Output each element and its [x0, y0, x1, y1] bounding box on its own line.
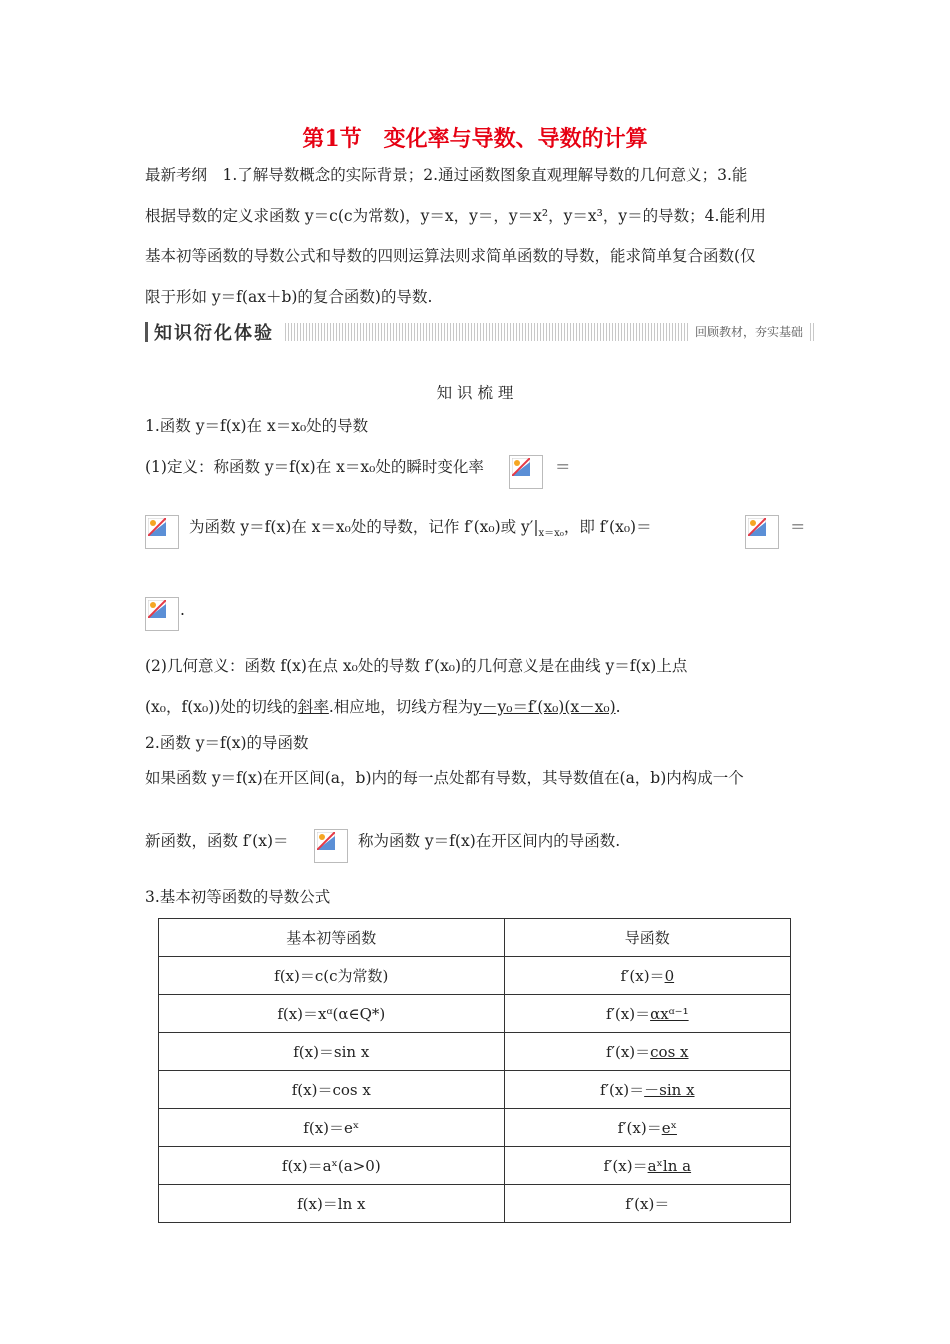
- s1-geometric-line1: (2)几何意义：函数 f(x)在点 x₀处的导数 f′(x₀)的几何意义是在曲线 y＝f(x)上点: [145, 657, 688, 675]
- table-header: 基本初等函数: [159, 919, 505, 957]
- section-heading: 知 识 梳 理: [436, 384, 514, 402]
- s2-heading: 2.函数 y＝f(x)的导函数: [145, 734, 309, 752]
- derivative-answer: －sin x: [644, 1081, 695, 1099]
- derivative-prefix: f′(x)＝: [625, 1195, 670, 1213]
- banner-title: 知识衍化体验: [154, 323, 274, 344]
- image-icon: [512, 458, 530, 476]
- derivative-answer: 0: [664, 967, 675, 985]
- image-icon: [148, 518, 166, 536]
- derivative-prefix: f′(x)＝: [605, 1005, 651, 1023]
- table-cell-derivative: [504, 1033, 790, 1071]
- s1-geo-text-b: .相应地，切线方程为: [328, 698, 474, 716]
- s1-eq1: ＝: [555, 458, 571, 476]
- syllabus-line-1: 最新考纲 1.了解导数概念的实际背景；2.通过函数图象直观理解导数的几何意义；3.能: [145, 166, 748, 184]
- syllabus-line-4: 限于形如 y＝f(ax＋b)的复合函数)的导数.: [145, 288, 433, 306]
- s1-period: .: [180, 601, 185, 619]
- derivative-answer: αxᵅ⁻¹: [650, 1005, 689, 1023]
- table-cell-function: f(x)＝xᵅ(α∈Q*): [159, 995, 505, 1033]
- derivative-prefix: f′(x)＝: [600, 1081, 645, 1099]
- banner-subtitle: 回顾教材，夯实基础: [689, 323, 809, 341]
- s2-line1: 如果函数 y＝f(x)在开区间(a，b)内的每一点处都有导数，其导数值在(a，b)内构成一个: [145, 769, 744, 787]
- s2-line2b: 称为函数 y＝f(x)在开区间内的导函数.: [358, 832, 621, 850]
- table-cell-derivative: [504, 1071, 790, 1109]
- table-cell-derivative: [504, 957, 790, 995]
- table-header-row: [159, 919, 791, 957]
- formula-image-placeholder: [745, 515, 779, 549]
- derivative-answer: eˣ: [661, 1119, 677, 1137]
- s1-definition-line2: [189, 517, 652, 544]
- derivative-answer: cos x: [650, 1043, 689, 1061]
- derivative-answer: aˣln a: [647, 1157, 692, 1175]
- s1-geo-end: .: [615, 698, 621, 716]
- table-row: [159, 957, 791, 995]
- answer-tangent-eq: y－y₀＝f′(x₀)(x－x₀): [473, 698, 616, 716]
- table-row: [159, 1147, 791, 1185]
- table-cell-function: f(x)＝c(c为常数): [159, 957, 505, 995]
- formula-image-placeholder: [509, 455, 543, 489]
- table-cell-derivative: [504, 995, 790, 1033]
- derivative-prefix: f′(x)＝: [606, 1043, 651, 1061]
- s1-eq2: ＝: [790, 518, 806, 536]
- s1-heading: 1.函数 y＝f(x)在 x＝x₀处的导数: [145, 417, 369, 435]
- image-icon: [317, 832, 335, 850]
- syllabus-line-2: 根据导数的定义求函数 y＝c(c为常数)，y＝x，y＝，y＝x²，y＝x³，y＝的导数；4.能利用: [145, 207, 766, 225]
- table-row: [159, 1071, 791, 1109]
- table-row: [159, 995, 791, 1033]
- s1-def-text-b: ，即 f′(x₀)＝: [563, 518, 652, 536]
- s1-geo-text: (x₀，f(x₀))处的切线的: [145, 698, 298, 716]
- s1-geometric-line2: [145, 697, 621, 717]
- table-cell-function: f(x)＝cos x: [159, 1071, 505, 1109]
- table-cell-derivative: [504, 1109, 790, 1147]
- s1-def-sub: x＝x₀: [538, 528, 564, 540]
- derivative-prefix: f′(x)＝: [617, 1119, 662, 1137]
- answer-slope: 斜率: [297, 698, 329, 716]
- formula-image-placeholder: [314, 829, 348, 863]
- table-cell-derivative: [504, 1185, 790, 1223]
- section-banner: [145, 320, 815, 344]
- syllabus-line-3: 基本初等函数的导数公式和导数的四则运算法则求简单函数的导数，能求简单复合函数(仅: [145, 247, 756, 265]
- formula-image-placeholder: [145, 597, 179, 631]
- s2-line2a: 新函数，函数 f′(x)＝: [145, 832, 289, 850]
- table-row: [159, 1033, 791, 1071]
- image-icon: [748, 518, 766, 536]
- s3-heading: 3.基本初等函数的导数公式: [145, 888, 331, 906]
- table-row: [159, 1185, 791, 1223]
- image-icon: [148, 600, 166, 618]
- formula-image-placeholder: [145, 515, 179, 549]
- table-cell-function: f(x)＝aˣ(a>0): [159, 1147, 505, 1185]
- s1-definition: (1)定义：称函数 y＝f(x)在 x＝x₀处的瞬时变化率: [145, 458, 484, 476]
- table-cell-function: f(x)＝ln x: [159, 1185, 505, 1223]
- table-cell-derivative: [504, 1147, 790, 1185]
- derivative-prefix: f′(x)＝: [620, 967, 665, 985]
- table-cell-function: f(x)＝sin x: [159, 1033, 505, 1071]
- page-title: 第1节 变化率与导数、导数的计算: [302, 126, 648, 152]
- table-row: [159, 1109, 791, 1147]
- banner-bar: [145, 322, 148, 342]
- table-header: 导函数: [504, 919, 790, 957]
- s1-def-text: 为函数 y＝f(x)在 x＝x₀处的导数，记作 f′(x₀)或 y′|: [189, 518, 539, 536]
- derivative-prefix: f′(x)＝: [603, 1157, 648, 1175]
- derivative-table: [158, 918, 791, 1223]
- table-cell-function: f(x)＝eˣ: [159, 1109, 505, 1147]
